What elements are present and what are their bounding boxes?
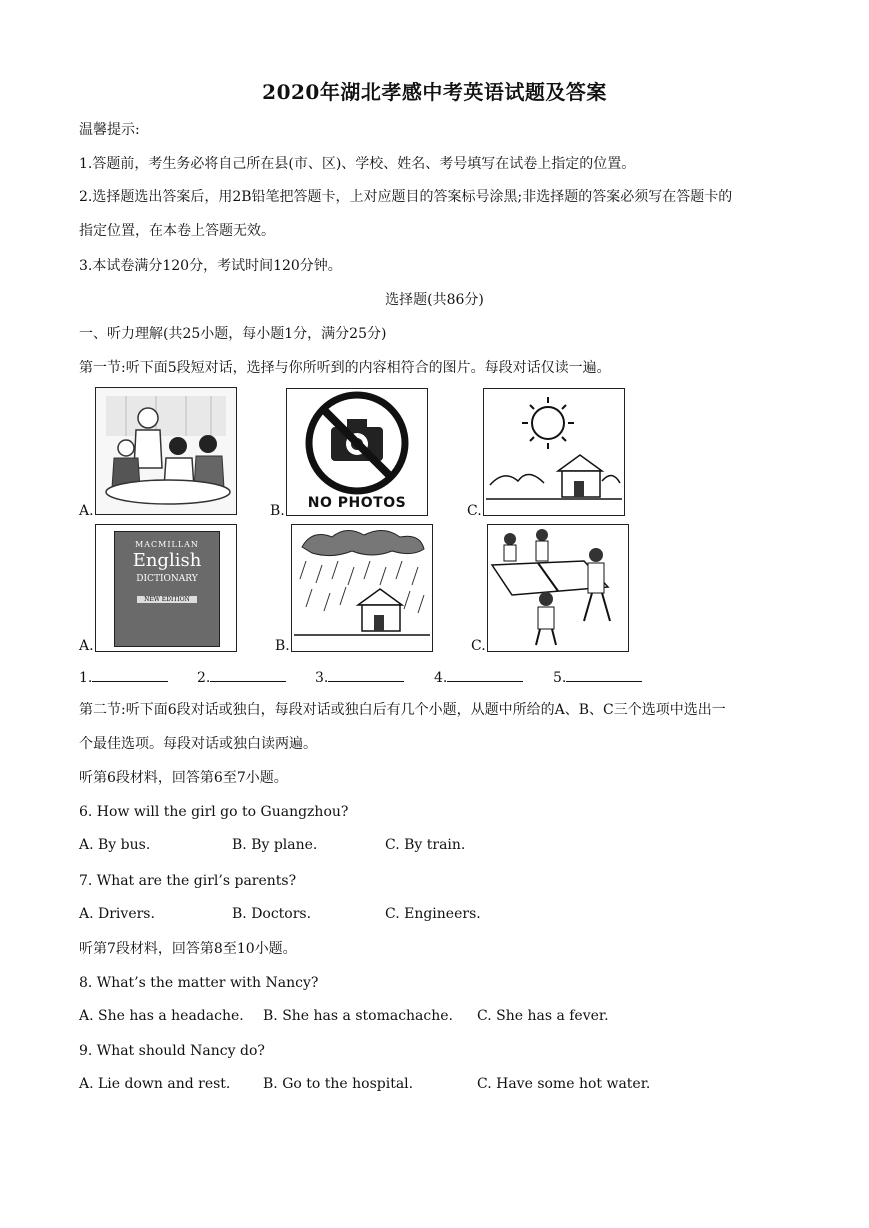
q6-option-b: B. By plane. <box>232 837 318 853</box>
dictionary-cover <box>114 531 220 647</box>
dictionary-edition: NEW EDITION <box>137 596 197 603</box>
q9-option-c: C. Have some hot water. <box>477 1076 651 1092</box>
part1-heading: 一、听力理解(共25小题，每小题1分，满分25分) <box>79 326 387 342</box>
blank-4-line <box>447 667 523 682</box>
blank-2-label: 2. <box>197 670 211 686</box>
section-title: 选择题(共86分) <box>385 292 484 308</box>
restaurant-illustration <box>96 388 236 514</box>
pic-label-b1: B. <box>270 503 285 519</box>
part1-sub2-line1: 第二节:听下面6段对话或独白，每段对话或独白后有几个小题，从题中所给的A、B、C三个选项中选出一 <box>79 702 726 718</box>
blank-1 <box>79 667 168 686</box>
blank-1-line <box>92 667 168 682</box>
notice-item-2: 2.选择题选出答案后，用2B铅笔把答题卡，上对应题目的答案标号涂黑;非选择题的答案必须写在答题卡的 <box>79 189 733 205</box>
dictionary-picture <box>95 524 237 652</box>
q6-option-a: A. By bus. <box>79 837 151 853</box>
document-title: 2020年湖北孝感中考英语试题及答案 <box>262 80 607 104</box>
question-9: 9. What should Nancy do? <box>79 1043 265 1059</box>
notice-item-3: 3.本试卷满分120分，考试时间120分钟。 <box>79 258 342 274</box>
no-photos-sign-picture <box>286 388 428 516</box>
notice-item-2-cont: 指定位置，在本卷上答题无效。 <box>79 223 275 239</box>
group-2-intro: 听第7段材料，回答第8至10小题。 <box>79 941 297 957</box>
dictionary-publisher: MACMILLAN <box>135 540 199 549</box>
notice-heading: 温馨提示: <box>79 122 140 138</box>
blank-5-label: 5. <box>553 670 567 686</box>
q7-option-a: A. Drivers. <box>79 906 155 922</box>
blank-2 <box>197 667 286 686</box>
blank-1-label: 1. <box>79 670 93 686</box>
blank-4-label: 4. <box>434 670 448 686</box>
q8-option-b: B. She has a stomachache. <box>263 1008 453 1024</box>
pic-label-c1: C. <box>467 503 482 519</box>
part1-sub1: 第一节:听下面5段短对话，选择与你所听到的内容相符合的图片。每段对话仅读一遍。 <box>79 360 611 376</box>
notice-item-1: 1.答题前，考生务必将自己所在县(市、区)、学校、姓名、考号填写在试卷上指定的位置。 <box>79 156 636 172</box>
rain-house-illustration <box>292 525 432 651</box>
blank-3-line <box>328 667 404 682</box>
blank-3-label: 3. <box>315 670 329 686</box>
q7-option-c: C. Engineers. <box>385 906 481 922</box>
blank-3 <box>315 667 404 686</box>
question-8: 8. What’s the matter with Nancy? <box>79 975 319 991</box>
group-1-intro: 听第6段材料，回答第6至7小题。 <box>79 770 288 786</box>
question-7: 7. What are the girl’s parents? <box>79 873 297 889</box>
q7-option-b: B. Doctors. <box>232 906 312 922</box>
q6-option-c: C. By train. <box>385 837 466 853</box>
sunny-house-picture <box>483 388 625 516</box>
pic-label-b2: B. <box>275 638 290 654</box>
dictionary-word-dictionary: DICTIONARY <box>136 574 198 584</box>
restaurant-family-picture <box>95 387 237 515</box>
q9-option-a: A. Lie down and rest. <box>79 1076 231 1092</box>
q8-option-a: A. She has a headache. <box>79 1008 244 1024</box>
blank-4 <box>434 667 523 686</box>
sun-house-illustration <box>484 389 624 515</box>
dictionary-word-english: English <box>132 550 202 571</box>
blank-5-line <box>566 667 642 682</box>
pic-label-a2: A. <box>79 638 94 654</box>
rainy-house-picture <box>291 524 433 652</box>
pic-label-c2: C. <box>471 638 486 654</box>
q8-option-c: C. She has a fever. <box>477 1008 609 1024</box>
blank-2-line <box>210 667 286 682</box>
table-tennis-picture <box>487 524 629 652</box>
q9-option-b: B. Go to the hospital. <box>263 1076 414 1092</box>
pic-label-a1: A. <box>79 503 94 519</box>
no-photos-text: NO PHOTOS <box>307 495 407 511</box>
blank-5 <box>553 667 642 686</box>
question-6: 6. How will the girl go to Guangzhou? <box>79 804 349 820</box>
table-tennis-illustration <box>488 525 628 651</box>
part1-sub2-line2: 个最佳选项。每段对话或独白读两遍。 <box>79 736 317 752</box>
